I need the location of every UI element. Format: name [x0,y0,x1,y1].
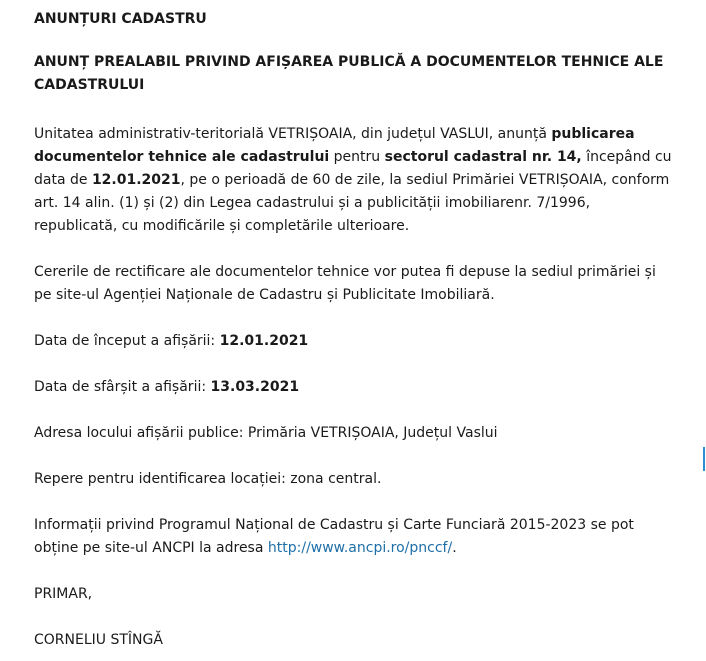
info-text: Informații privind Programul Național de Cadastru și Carte Funciară 2015-2023 se pot obține pe site-ul ANCPI la adresa [34,517,634,556]
start-date-label: Data de început a afișării: [34,333,220,349]
end-date-value: 13.03.2021 [210,379,300,395]
info-paragraph [34,514,674,560]
info-end: . [452,540,457,556]
intro-bold-date: 12.01.2021 [91,172,181,188]
announcement-content [34,8,674,652]
requests-paragraph: Cererile de rectificare ale documentelor tehnice vor putea fi depuse la sediul primăriei și pe site-ul Agenției Naționale de Cadastru și Publicitate Imobiliară. [34,264,656,303]
intro-text-1: Unitatea administrativ-teritorială VETRIȘOAIA, din județul VASLUI, anunță [34,126,552,142]
signature-role: PRIMAR, [34,586,93,602]
intro-text-2: pentru [329,149,385,165]
ancpi-link[interactable]: http://www.ancpi.ro/pnccf/ [267,540,453,556]
start-date-line [34,330,674,353]
end-date-line [34,376,674,399]
scroll-indicator[interactable] [703,447,705,471]
address-line: Adresa locului afișării publice: Primăria VETRIȘOAIA, Județul Vaslui [34,425,498,441]
intro-bold-publication: publicarea documentelor tehnice ale cadastrului [34,126,635,165]
intro-paragraph [34,123,674,238]
intro-text-3: începând cu data de [34,149,672,188]
landmarks-line: Repere pentru identificarea locației: zona central. [34,471,382,487]
notice-title: ANUNȚ PREALABIL PRIVIND AFIȘAREA PUBLICĂ A DOCUMENTELOR TEHNICE ALE CADASTRULUI [34,54,664,93]
section-title: ANUNȚURI CADASTRU [34,11,207,27]
intro-bold-sector: sectorul cadastral nr. 14, [384,149,582,165]
signature-name: CORNELIU STÎNGĂ [34,632,163,648]
start-date-value: 12.01.2021 [219,333,309,349]
intro-text-4: , pe o perioadă de 60 de zile, la sediul Primăriei VETRIȘOAIA, conform art. 14 alin. (1) și (2) din Legea cadastrului și a publicității imobiliarenr. 7/1996, republicată, cu modificările și completările ulterioare. [34,172,670,234]
end-date-label: Data de sfârșit a afișării: [34,379,211,395]
